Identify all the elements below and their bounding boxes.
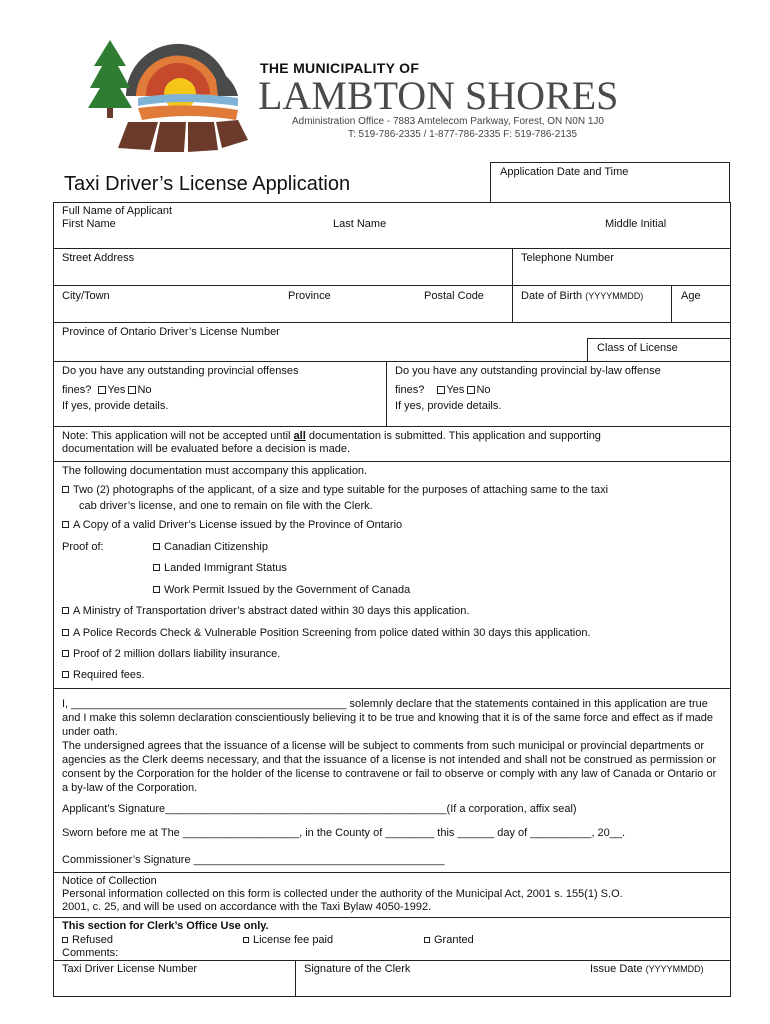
agreement-text: The undersigned agrees that the issuance of a license will be subject to comments from such municipal or provincial departments or agencies as the Clerk deems necessary, and that the issuance of a license is not intended and shall not be construed as permission or consent by the Corporation for the holder of the license to contravene or fail to observe or comply with any law of Canada or Ontario or a by-law of the Corporation. bbox=[62, 740, 717, 794]
bylaw-fines-label: fines? bbox=[395, 384, 425, 396]
note-bold: all bbox=[293, 430, 306, 442]
doc-abstract-text: A Ministry of Transportation driver’s abstract dated within 30 days this application. bbox=[73, 605, 470, 617]
granted-checkbox[interactable] bbox=[424, 937, 430, 943]
doc-abstract-checkbox[interactable] bbox=[62, 607, 69, 614]
proof-of-label: Proof of: bbox=[62, 541, 104, 553]
issue-date-format: (YYYYMMDD) bbox=[645, 964, 704, 974]
provincial-yes-checkbox[interactable] bbox=[98, 386, 106, 394]
provincial-no-label: No bbox=[137, 384, 152, 396]
declaration-text: I, _____________________________________________ solemnly declare that the statements contained in this application are true and I make this solemn declaration conscientiously believing it to be true and knowing that it is of the same force and effect as if made under oath. bbox=[62, 698, 713, 738]
page-title: Taxi Driver’s License Application bbox=[64, 173, 351, 195]
province-label: Province bbox=[288, 290, 331, 302]
bylaw-offense-question: Do you have any outstanding provincial by-law offense bbox=[395, 365, 661, 377]
comments-label: Comments: bbox=[62, 947, 119, 959]
full-name-label: Full Name of Applicant bbox=[62, 205, 173, 217]
applicant-signature-line[interactable]: Applicant’s Signature______________________________________________(If a corporation, affix seal) bbox=[62, 803, 577, 815]
proof-landed-item bbox=[153, 562, 287, 575]
proof-citizen-checkbox[interactable] bbox=[153, 543, 160, 550]
application-date-label: Application Date and Time bbox=[500, 166, 629, 178]
refused-checkbox[interactable] bbox=[62, 937, 68, 943]
org-prefix: THE MUNICIPALITY OF bbox=[260, 60, 420, 76]
bylaw-yes-label: Yes bbox=[446, 384, 465, 396]
provincial-no-checkbox[interactable] bbox=[128, 386, 136, 394]
doc-fees-item bbox=[62, 669, 145, 682]
street-address-field[interactable] bbox=[54, 266, 511, 284]
notice-line-1: Personal information collected on this form is collected under the authority of the Municipal Act, 2001 s. 155(1) S.O. bbox=[62, 888, 623, 900]
name-field[interactable] bbox=[54, 231, 730, 247]
bylaw-no-checkbox[interactable] bbox=[467, 386, 475, 394]
org-name: LAMBTON SHORES bbox=[258, 73, 619, 118]
proof-citizen-item bbox=[153, 541, 268, 554]
bylaw-yes-checkbox[interactable] bbox=[437, 386, 445, 394]
note-rest: documentation is submitted. This application and supporting bbox=[305, 430, 601, 442]
doc-insurance-item bbox=[62, 648, 280, 661]
sworn-line[interactable]: Sworn before me at The ___________________, in the County of ________ this ______ day of __________, 20__. bbox=[62, 827, 626, 839]
granted-option bbox=[424, 934, 474, 947]
doc-license-checkbox[interactable] bbox=[62, 521, 69, 528]
refused-label: Refused bbox=[72, 934, 113, 946]
telephone-field[interactable] bbox=[513, 266, 730, 284]
issue-date-label bbox=[590, 963, 704, 976]
fee-paid-option bbox=[243, 934, 333, 947]
proof-citizen-text: Canadian Citizenship bbox=[164, 541, 268, 553]
middle-initial-label: Middle Initial bbox=[605, 218, 667, 230]
provincial-details-label: If yes, provide details. bbox=[62, 400, 169, 412]
proof-permit-item bbox=[153, 584, 410, 597]
refused-option bbox=[62, 934, 113, 947]
note-prefix: Note: This application will not be accepted until bbox=[62, 430, 294, 442]
issue-date-text: Issue Date bbox=[590, 963, 643, 975]
doc-police-item bbox=[62, 627, 591, 640]
license-number-label: Province of Ontario Driver’s License Number bbox=[62, 326, 280, 338]
fee-paid-label: License fee paid bbox=[253, 934, 334, 946]
notice-title: Notice of Collection bbox=[62, 875, 157, 887]
doc-photos-text: Two (2) photographs of the applicant, of a size and type suitable for the purposes of attaching same to the taxi bbox=[73, 484, 609, 496]
doc-photos-item bbox=[62, 484, 608, 497]
license-number-field[interactable] bbox=[54, 340, 586, 360]
city-label: City/Town bbox=[62, 290, 110, 302]
proof-landed-text: Landed Immigrant Status bbox=[164, 562, 287, 574]
doc-photos-line-2: cab driver’s license, and one to remain on file with the Clerk. bbox=[79, 500, 373, 512]
date-of-birth-label bbox=[521, 290, 643, 303]
doc-license-item bbox=[62, 519, 402, 532]
note-line-2: documentation will be evaluated before a decision is made. bbox=[62, 443, 351, 455]
taxi-license-number-label: Taxi Driver License Number bbox=[62, 963, 198, 975]
address-line: Administration Office - 7883 Amtelecom Parkway, Forest, ON N0N 1J0 bbox=[292, 116, 604, 127]
municipality-logo bbox=[88, 36, 248, 154]
doc-insurance-text: Proof of 2 million dollars liability insurance. bbox=[73, 648, 281, 660]
bylaw-no-label: No bbox=[476, 384, 491, 396]
postal-code-label: Postal Code bbox=[424, 290, 484, 302]
bylaw-details-label: If yes, provide details. bbox=[395, 400, 502, 412]
proof-permit-text: Work Permit Issued by the Government of Canada bbox=[164, 584, 411, 596]
note-line-1 bbox=[62, 430, 601, 443]
phone-line: T: 519-786-2335 / 1-877-786-2335 F: 519-786-2135 bbox=[348, 129, 578, 140]
provincial-yes-label: Yes bbox=[107, 384, 126, 396]
first-name-label: First Name bbox=[62, 218, 116, 230]
commissioner-signature-line[interactable]: Commissioner’s Signature _________________________________________ bbox=[62, 854, 445, 866]
provincial-fines-row bbox=[62, 384, 152, 397]
clerk-signature-label: Signature of the Clerk bbox=[304, 963, 411, 975]
doc-abstract-item bbox=[62, 605, 469, 618]
doc-fees-text: Required fees. bbox=[73, 669, 145, 681]
notice-line-2: 2001, c. 25, and will be used on accordance with the Taxi Bylaw 4050-1992. bbox=[62, 901, 432, 913]
proof-permit-checkbox[interactable] bbox=[153, 586, 160, 593]
clerk-title: This section for Clerk’s Office Use only. bbox=[62, 920, 269, 932]
granted-label: Granted bbox=[434, 934, 474, 946]
age-label: Age bbox=[681, 290, 701, 302]
proof-landed-checkbox[interactable] bbox=[153, 564, 160, 571]
doc-insurance-checkbox[interactable] bbox=[62, 650, 69, 657]
provincial-offense-question: Do you have any outstanding provincial offenses bbox=[62, 365, 299, 377]
street-address-label: Street Address bbox=[62, 252, 135, 264]
dob-format: (YYYYMMDD) bbox=[585, 291, 644, 301]
dob-label-text: Date of Birth bbox=[521, 290, 583, 302]
telephone-label: Telephone Number bbox=[521, 252, 614, 264]
doc-license-text: A Copy of a valid Driver’s License issued by the Province of Ontario bbox=[73, 519, 403, 531]
provincial-fines-label: fines? bbox=[62, 384, 92, 396]
doc-photos-checkbox[interactable] bbox=[62, 486, 69, 493]
class-of-license-label: Class of License bbox=[597, 342, 678, 354]
doc-police-checkbox[interactable] bbox=[62, 629, 69, 636]
bylaw-fines-row bbox=[395, 384, 491, 397]
last-name-label: Last Name bbox=[333, 218, 387, 230]
docs-intro: The following documentation must accompany this application. bbox=[62, 465, 368, 477]
fee-paid-checkbox[interactable] bbox=[243, 937, 249, 943]
doc-fees-checkbox[interactable] bbox=[62, 671, 69, 678]
doc-police-text: A Police Records Check & Vulnerable Position Screening from police dated within 30 days this application. bbox=[73, 627, 591, 639]
